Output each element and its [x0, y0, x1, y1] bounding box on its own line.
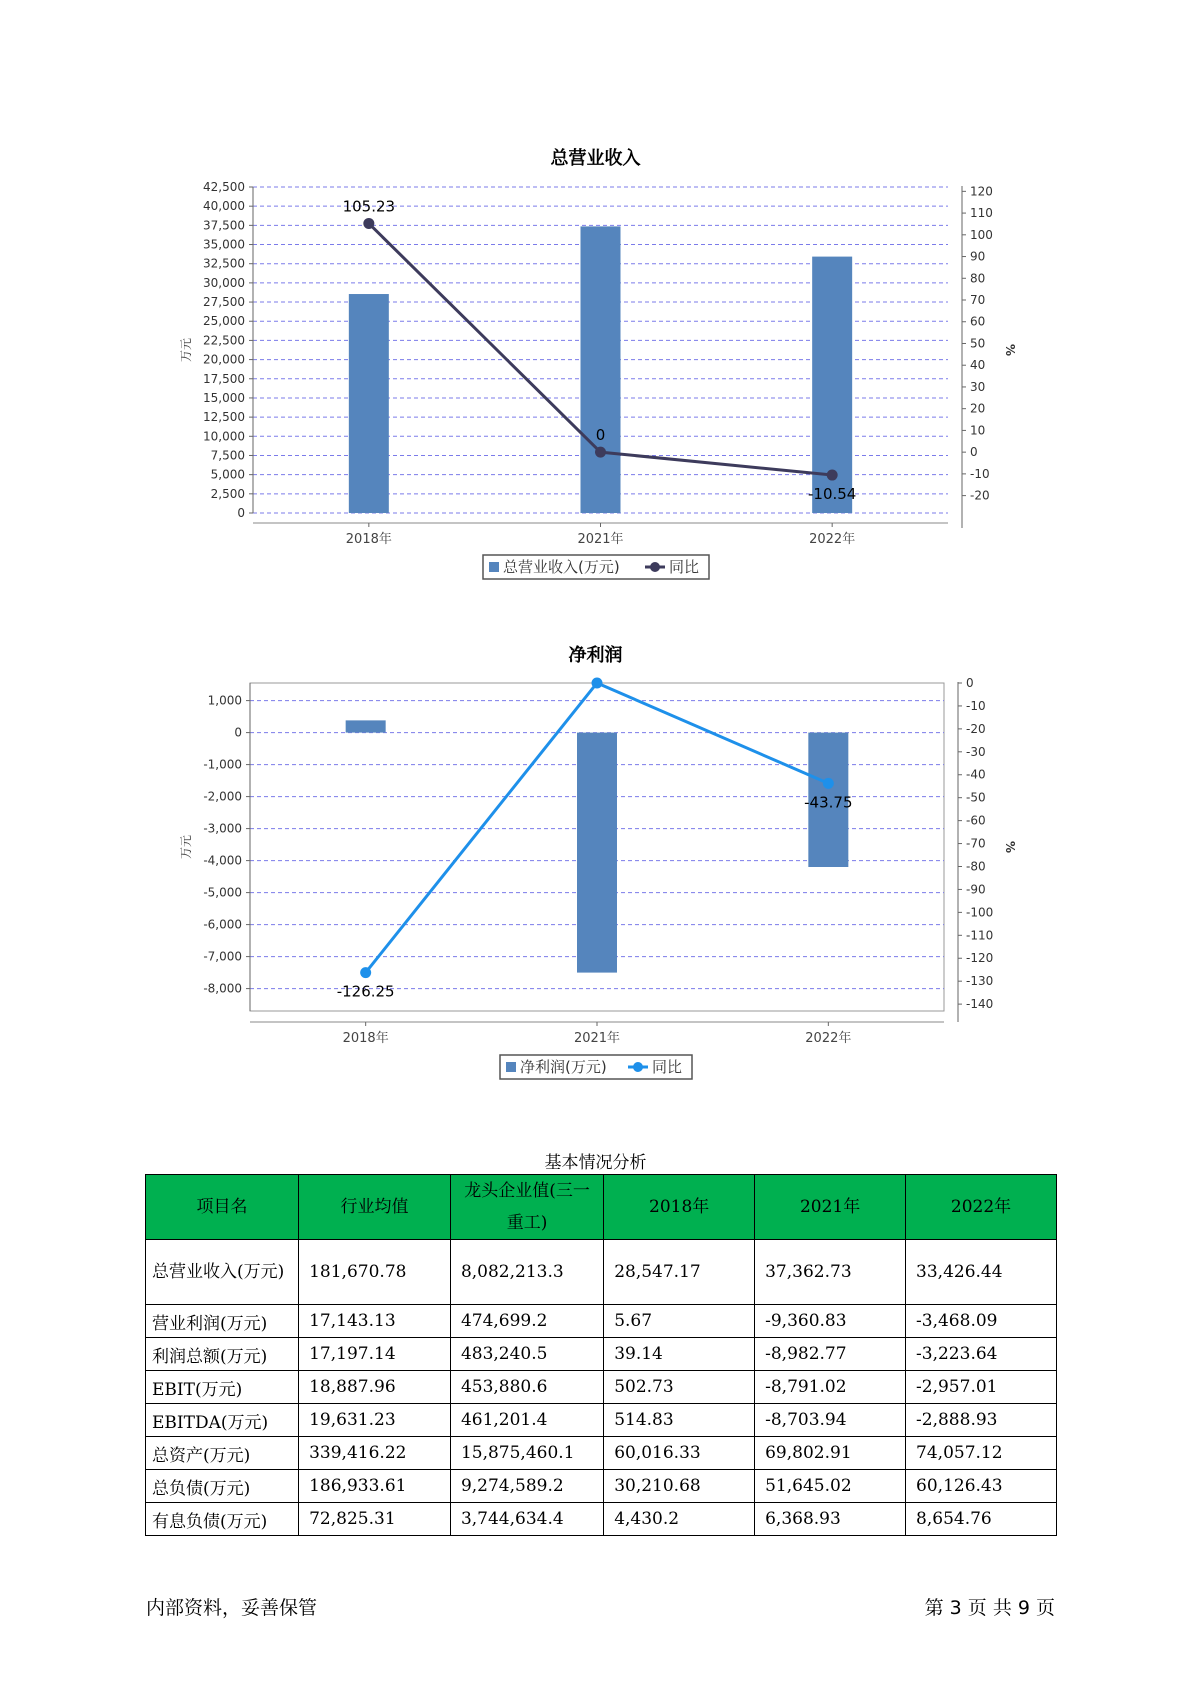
- table-cell: -8,791.02: [755, 1371, 906, 1404]
- y-tick-label: 32,500: [203, 256, 245, 271]
- table-cell: 502.73: [604, 1371, 755, 1404]
- table-cell: 474,699.2: [450, 1305, 603, 1338]
- x-tick-label: 2022年: [805, 1031, 852, 1046]
- table-cell: 514.83: [604, 1404, 755, 1437]
- yoy-data-label: -126.25: [336, 982, 395, 1001]
- table-cell: 33,426.44: [906, 1240, 1057, 1305]
- y2-tick-label: 0: [970, 445, 978, 460]
- y2-tick-label: -140: [966, 997, 994, 1012]
- chart-title-revenue: 总营业收入: [550, 148, 641, 169]
- table-cell: 8,654.76: [906, 1503, 1057, 1536]
- table-cell: 461,201.4: [450, 1404, 603, 1437]
- y-tick-label: 20,000: [203, 352, 245, 367]
- table-cell: 17,143.13: [299, 1305, 451, 1338]
- y2-tick-label: -60: [966, 813, 986, 828]
- y-axis-title: 万元: [179, 834, 193, 860]
- table-cell: 186,933.61: [299, 1470, 451, 1503]
- y2-tick-label: -40: [966, 767, 986, 782]
- legend-bar-label: 总营业收入(万元): [503, 558, 620, 576]
- table-cell: 17,197.14: [299, 1338, 451, 1371]
- y2-tick-label: 80: [970, 271, 986, 286]
- y2-tick-label: -20: [966, 721, 986, 736]
- y-tick-label: -3,000: [203, 821, 242, 836]
- table-row-label: 有息负债(万元): [146, 1503, 299, 1536]
- y-tick-label: -6,000: [203, 917, 242, 932]
- table-row-label: EBIT(万元): [146, 1371, 299, 1404]
- y-tick-label: 35,000: [203, 237, 245, 252]
- yoy-point-2: [823, 778, 834, 789]
- table-row: [146, 1240, 1057, 1305]
- y2-tick-label: -80: [966, 859, 986, 874]
- y-tick-label: 7,500: [210, 448, 245, 463]
- table-cell: 28,547.17: [604, 1240, 755, 1305]
- table-cell: 4,430.2: [604, 1503, 755, 1536]
- yoy-point-1: [595, 447, 606, 458]
- y-tick-label: 17,500: [203, 371, 245, 386]
- table-cell: 18,887.96: [299, 1371, 451, 1404]
- table-row-label: EBITDA(万元): [146, 1404, 299, 1437]
- y2-tick-label: -110: [966, 928, 994, 943]
- yoy-point-0: [363, 218, 374, 229]
- y-tick-label: -7,000: [203, 949, 242, 964]
- table-cell: 483,240.5: [450, 1338, 603, 1371]
- table-row: [146, 1437, 1057, 1470]
- y-tick-label: 37,500: [203, 218, 245, 233]
- y-tick-label: -4,000: [203, 853, 242, 868]
- legend-line-marker: [650, 562, 660, 572]
- table-row-label: 总营业收入(万元): [146, 1240, 299, 1305]
- y2-tick-label: 70: [970, 293, 986, 308]
- bar-1: [581, 226, 621, 513]
- table-cell: -2,957.01: [906, 1371, 1057, 1404]
- table-cell: 37,362.73: [755, 1240, 906, 1305]
- table-cell: 15,875,460.1: [450, 1437, 603, 1470]
- y-tick-label: 30,000: [203, 275, 245, 290]
- y2-tick-label: 0: [966, 676, 974, 690]
- y-tick-label: -1,000: [203, 757, 242, 772]
- y2-axis-title: %: [1003, 343, 1017, 357]
- table-cell: 72,825.31: [299, 1503, 451, 1536]
- header-leader-value: 龙头企业值(三一重工): [450, 1175, 603, 1240]
- x-tick-label: 2022年: [809, 532, 856, 547]
- table-cell: 3,744,634.4: [450, 1503, 603, 1536]
- y-tick-label: 1,000: [207, 693, 242, 708]
- table-cell: 30,210.68: [604, 1470, 755, 1503]
- y-tick-label: 42,500: [203, 180, 245, 194]
- legend-line-label: 同比: [652, 1058, 683, 1076]
- table-cell: -8,703.94: [755, 1404, 906, 1437]
- y2-tick-label: 90: [970, 249, 986, 264]
- table-cell: -2,888.93: [906, 1404, 1057, 1437]
- table-cell: 74,057.12: [906, 1437, 1057, 1470]
- table-cell: 453,880.6: [450, 1371, 603, 1404]
- y-tick-label: 27,500: [203, 295, 245, 310]
- y-axis-title: 万元: [179, 337, 193, 363]
- x-tick-label: 2018年: [345, 532, 392, 547]
- table-cell: -3,223.64: [906, 1338, 1057, 1371]
- net-profit-chart: [0, 672, 1191, 1112]
- table-cell: 51,645.02: [755, 1470, 906, 1503]
- yoy-data-label: 105.23: [342, 197, 396, 216]
- table-cell: 60,126.43: [906, 1470, 1057, 1503]
- y2-tick-label: -50: [966, 790, 986, 805]
- revenue-chart: [0, 172, 1191, 612]
- y2-tick-label: 50: [970, 336, 986, 351]
- table-cell: 69,802.91: [755, 1437, 906, 1470]
- table-cell: 19,631.23: [299, 1404, 451, 1437]
- table-cell: 60,016.33: [604, 1437, 755, 1470]
- y2-tick-label: 10: [970, 423, 986, 438]
- y2-axis-title: %: [1003, 840, 1017, 854]
- table-cell: -3,468.09: [906, 1305, 1057, 1338]
- table-header-row: [146, 1175, 1057, 1240]
- x-tick-label: 2018年: [342, 1031, 389, 1046]
- footer-page-number: 第 3 页 共 9 页: [924, 1597, 1055, 1619]
- y-tick-label: 12,500: [203, 410, 245, 425]
- table-row-label: 总资产(万元): [146, 1437, 299, 1470]
- y-tick-label: 40,000: [203, 199, 245, 214]
- analysis-table: [145, 1174, 1057, 1536]
- table-cell: 39.14: [604, 1338, 755, 1371]
- table-row: [146, 1305, 1057, 1338]
- header-2018: 2018年: [604, 1175, 755, 1240]
- table-cell: 339,416.22: [299, 1437, 451, 1470]
- bar-1: [577, 733, 617, 973]
- yoy-data-label: -43.75: [804, 793, 853, 812]
- table-cell: 181,670.78: [299, 1240, 451, 1305]
- bar-0: [349, 294, 389, 513]
- yoy-point-2: [827, 470, 838, 481]
- y2-tick-label: -130: [966, 974, 994, 989]
- table-cell: -8,982.77: [755, 1338, 906, 1371]
- y2-tick-label: -70: [966, 836, 986, 851]
- y-tick-label: 25,000: [203, 314, 245, 329]
- table-row: [146, 1404, 1057, 1437]
- header-2022: 2022年: [906, 1175, 1057, 1240]
- legend-bar-swatch: [489, 562, 499, 572]
- y2-tick-label: -90: [966, 882, 986, 897]
- legend-line-marker: [633, 1062, 643, 1072]
- y2-tick-label: 40: [970, 358, 986, 373]
- table-cell: 5.67: [604, 1305, 755, 1338]
- y2-tick-label: 110: [970, 206, 993, 221]
- y-tick-label: 0: [234, 725, 242, 740]
- table-row-label: 总负债(万元): [146, 1470, 299, 1503]
- y-tick-label: 10,000: [203, 429, 245, 444]
- chart-title-net-profit: 净利润: [568, 645, 623, 666]
- legend-bar-swatch: [506, 1062, 516, 1072]
- table-cell: 8,082,213.3: [450, 1240, 603, 1305]
- header-item-name: 项目名: [146, 1175, 299, 1240]
- footer-confidential: 内部资料，妥善保管: [146, 1597, 318, 1619]
- x-tick-label: 2021年: [573, 1031, 621, 1046]
- table-caption: 基本情况分析: [544, 1153, 647, 1173]
- y-tick-label: 5,000: [210, 467, 245, 482]
- y-tick-label: 0: [237, 506, 245, 520]
- table-cell: 6,368.93: [755, 1503, 906, 1536]
- table-row: [146, 1503, 1057, 1536]
- y2-tick-label: -30: [966, 744, 986, 759]
- table-row: [146, 1338, 1057, 1371]
- yoy-point-0: [360, 967, 371, 978]
- header-industry-avg: 行业均值: [299, 1175, 451, 1240]
- y2-tick-label: -10: [966, 698, 986, 713]
- y-tick-label: 22,500: [203, 333, 245, 348]
- header-2021: 2021年: [755, 1175, 906, 1240]
- table-cell: -9,360.83: [755, 1305, 906, 1338]
- yoy-data-label: -10.54: [807, 485, 857, 504]
- legend-line-label: 同比: [669, 558, 700, 576]
- y2-tick-label: -10: [970, 466, 990, 481]
- x-tick-label: 2021年: [577, 532, 624, 547]
- y-tick-label: 15,000: [203, 390, 245, 405]
- table-body: [146, 1240, 1057, 1536]
- y-tick-label: -2,000: [203, 789, 242, 804]
- legend-bar-label: 净利润(万元): [520, 1058, 607, 1076]
- yoy-point-1: [592, 678, 603, 689]
- table-row: [146, 1470, 1057, 1503]
- y2-tick-label: -20: [970, 488, 990, 503]
- y2-tick-label: -120: [966, 951, 994, 966]
- bar-0: [346, 720, 386, 732]
- y2-tick-label: -100: [966, 905, 994, 920]
- y2-tick-label: 20: [970, 401, 986, 416]
- y-tick-label: 2,500: [210, 486, 245, 501]
- table-row: [146, 1371, 1057, 1404]
- yoy-data-label: 0: [595, 426, 606, 445]
- y-tick-label: -8,000: [203, 981, 242, 996]
- table-row-label: 营业利润(万元): [146, 1305, 299, 1338]
- y2-tick-label: 100: [970, 227, 993, 242]
- table-row-label: 利润总额(万元): [146, 1338, 299, 1371]
- table-cell: 9,274,589.2: [450, 1470, 603, 1503]
- y2-tick-label: 120: [970, 184, 993, 199]
- y2-tick-label: 30: [970, 379, 986, 394]
- y2-tick-label: 60: [970, 314, 986, 329]
- y-tick-label: -5,000: [203, 885, 242, 900]
